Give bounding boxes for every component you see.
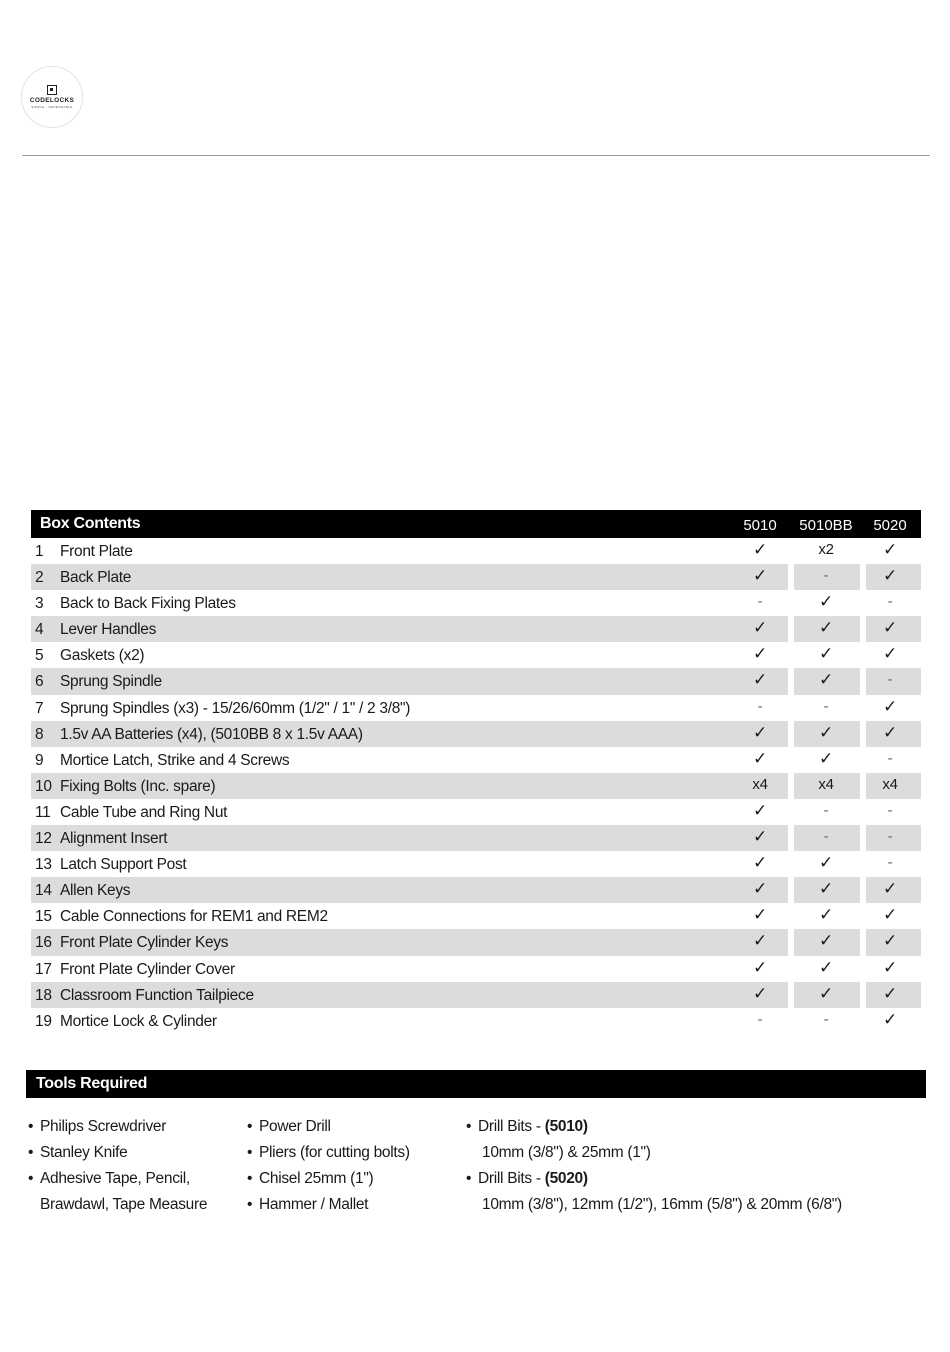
row-number: 15 xyxy=(35,908,52,926)
tool-item-drill-5010: • Drill Bits - (5010) xyxy=(466,1118,588,1135)
check-icon: ✓ xyxy=(753,879,767,900)
row-label: Latch Support Post xyxy=(60,856,187,874)
row-label: Front Plate Cylinder Cover xyxy=(60,960,235,978)
row-label: Gaskets (x2) xyxy=(60,647,145,665)
table-row xyxy=(31,721,921,747)
cell-5010: x4 xyxy=(752,775,768,793)
tool-item: • Chisel 25mm (1") xyxy=(247,1170,374,1187)
check-icon: ✓ xyxy=(819,879,833,900)
logo-wordmark: CODELOCKS xyxy=(29,97,75,104)
tools-required-section xyxy=(26,1070,926,1213)
row-number: 12 xyxy=(35,830,52,848)
check-icon: ✓ xyxy=(883,722,897,743)
row-number: 7 xyxy=(35,699,44,717)
row-label: 1.5v AA Batteries (x4), (5010BB 8 x 1.5v AAA) xyxy=(60,725,363,743)
check-icon: ✓ xyxy=(819,957,833,978)
cell-5010: - xyxy=(757,593,763,611)
cell-5020: - xyxy=(887,854,893,872)
cell-5020: - xyxy=(887,749,893,767)
box-contents-rows xyxy=(31,538,921,1034)
check-icon: ✓ xyxy=(883,957,897,978)
tool-item-continued: Brawdawl, Tape Measure xyxy=(40,1196,208,1213)
check-icon: ✓ xyxy=(753,931,767,952)
cell-5010bb: - xyxy=(823,567,829,585)
check-icon: ✓ xyxy=(883,696,897,717)
tools-column-3 xyxy=(466,1118,842,1222)
check-icon: ✓ xyxy=(819,853,833,874)
table-row xyxy=(31,1008,921,1034)
table-row xyxy=(31,929,921,955)
table-row xyxy=(31,773,921,799)
table-row xyxy=(31,877,921,903)
cell-5020: - xyxy=(887,828,893,846)
cell-5010bb: x4 xyxy=(818,775,834,793)
row-number: 19 xyxy=(35,1012,52,1030)
row-label: Lever Handles xyxy=(60,621,157,639)
check-icon: ✓ xyxy=(819,644,833,665)
row-number: 2 xyxy=(35,569,44,587)
check-icon: ✓ xyxy=(883,540,897,560)
row-label: Front Plate xyxy=(60,543,133,560)
check-icon: ✓ xyxy=(753,800,767,821)
table-row xyxy=(31,851,921,877)
cell-5020: - xyxy=(887,671,893,689)
row-number: 11 xyxy=(35,803,51,821)
table-row xyxy=(31,825,921,851)
check-icon: ✓ xyxy=(753,540,767,560)
row-label: Front Plate Cylinder Keys xyxy=(60,934,229,952)
row-number: 6 xyxy=(35,673,44,691)
row-number: 18 xyxy=(35,986,52,1004)
cell-5010: - xyxy=(757,697,763,715)
table-row xyxy=(31,642,921,668)
check-icon: ✓ xyxy=(819,931,833,952)
row-label: Cable Tube and Ring Nut xyxy=(60,803,228,821)
drill-5010-sizes: 10mm (3/8") & 25mm (1") xyxy=(482,1144,651,1161)
check-icon: ✓ xyxy=(883,905,897,926)
row-number: 5 xyxy=(35,647,44,665)
check-icon: ✓ xyxy=(883,644,897,665)
check-icon: ✓ xyxy=(883,983,897,1004)
check-icon: ✓ xyxy=(753,853,767,874)
table-row xyxy=(31,982,921,1008)
row-label: Allen Keys xyxy=(60,882,131,900)
column-header-5020: 5020 xyxy=(873,517,907,534)
check-icon: ✓ xyxy=(753,722,767,743)
row-number: 10 xyxy=(35,777,52,795)
table-row xyxy=(31,538,921,564)
cell-5010bb: - xyxy=(823,697,829,715)
check-icon: ✓ xyxy=(883,931,897,952)
row-label: Alignment Insert xyxy=(60,830,168,848)
cell-5020: x4 xyxy=(882,775,898,793)
box-contents-title: Box Contents xyxy=(40,515,141,532)
header-divider xyxy=(22,155,930,156)
check-icon: ✓ xyxy=(883,1009,897,1030)
check-icon: ✓ xyxy=(753,748,767,769)
check-icon: ✓ xyxy=(883,618,897,639)
row-label: Classroom Function Tailpiece xyxy=(60,986,254,1004)
cell-5020: - xyxy=(887,593,893,611)
row-number: 3 xyxy=(35,595,44,613)
table-row xyxy=(31,956,921,982)
check-icon: ✓ xyxy=(753,905,767,926)
tools-column-2 xyxy=(247,1118,410,1222)
row-label: Sprung Spindles (x3) - 15/26/60mm (1/2" / 1" / 2 3/8") xyxy=(60,699,411,717)
row-number: 14 xyxy=(35,882,52,900)
check-icon: ✓ xyxy=(819,983,833,1004)
check-icon: ✓ xyxy=(753,983,767,1004)
check-icon: ✓ xyxy=(883,879,897,900)
row-label: Fixing Bolts (Inc. spare) xyxy=(60,777,216,795)
tool-item: • Adhesive Tape, Pencil, xyxy=(28,1170,190,1187)
table-row xyxy=(31,695,921,721)
row-label: Mortice Latch, Strike and 4 Screws xyxy=(60,751,290,769)
table-row xyxy=(31,590,921,616)
logo-mark-icon xyxy=(47,85,57,95)
tools-required-title: Tools Required xyxy=(26,1070,926,1098)
check-icon: ✓ xyxy=(819,748,833,769)
check-icon: ✓ xyxy=(819,670,833,691)
cell-5010bb: - xyxy=(823,828,829,846)
check-icon: ✓ xyxy=(819,592,833,613)
table-row xyxy=(31,799,921,825)
column-header-5010: 5010 xyxy=(743,517,777,534)
cell-5010bb: - xyxy=(823,801,829,819)
check-icon: ✓ xyxy=(819,618,833,639)
check-icon: ✓ xyxy=(753,566,767,587)
check-icon: ✓ xyxy=(883,566,897,587)
check-icon: ✓ xyxy=(753,827,767,848)
codelocks-logo xyxy=(21,66,83,128)
row-number: 8 xyxy=(35,725,44,743)
check-icon: ✓ xyxy=(753,644,767,665)
cell-5010bb: - xyxy=(823,1010,829,1028)
tools-column-1 xyxy=(28,1118,207,1222)
table-row xyxy=(31,903,921,929)
row-label: Back Plate xyxy=(60,569,132,587)
tool-item: • Pliers (for cutting bolts) xyxy=(247,1144,410,1161)
tool-item-drill-5020: • Drill Bits - (5020) xyxy=(466,1170,588,1187)
row-number: 9 xyxy=(35,751,44,769)
row-number: 1 xyxy=(35,543,44,560)
check-icon: ✓ xyxy=(819,905,833,926)
check-icon: ✓ xyxy=(753,670,767,691)
tool-item: • Stanley Knife xyxy=(28,1144,128,1161)
row-number: 4 xyxy=(35,621,44,639)
row-number: 16 xyxy=(35,934,52,952)
box-contents-header xyxy=(31,510,921,538)
table-row xyxy=(31,668,921,694)
table-row xyxy=(31,564,921,590)
check-icon: ✓ xyxy=(753,618,767,639)
check-icon: ✓ xyxy=(753,957,767,978)
tool-item: • Hammer / Mallet xyxy=(247,1196,369,1213)
column-header-5010bb: 5010BB xyxy=(799,517,853,534)
tool-item: • Philips Screwdriver xyxy=(28,1118,167,1135)
table-row xyxy=(31,616,921,642)
check-icon: ✓ xyxy=(819,722,833,743)
cell-5010bb: x2 xyxy=(818,541,834,558)
row-number: 17 xyxy=(35,960,52,978)
box-contents-table xyxy=(31,510,921,1034)
cell-5010: - xyxy=(757,1010,763,1028)
row-label: Cable Connections for REM1 and REM2 xyxy=(60,908,328,926)
row-label: Sprung Spindle xyxy=(60,673,162,691)
row-number: 13 xyxy=(35,856,52,874)
row-label: Back to Back Fixing Plates xyxy=(60,595,236,613)
table-row xyxy=(31,747,921,773)
drill-5020-sizes: 10mm (3/8"), 12mm (1/2"), 16mm (5/8") & 20mm (6/8") xyxy=(482,1196,842,1213)
logo-tagline: SIMPLE · DEPENDABLE xyxy=(31,105,73,109)
cell-5020: - xyxy=(887,801,893,819)
tool-item: • Power Drill xyxy=(247,1118,331,1135)
row-label: Mortice Lock & Cylinder xyxy=(60,1012,217,1030)
